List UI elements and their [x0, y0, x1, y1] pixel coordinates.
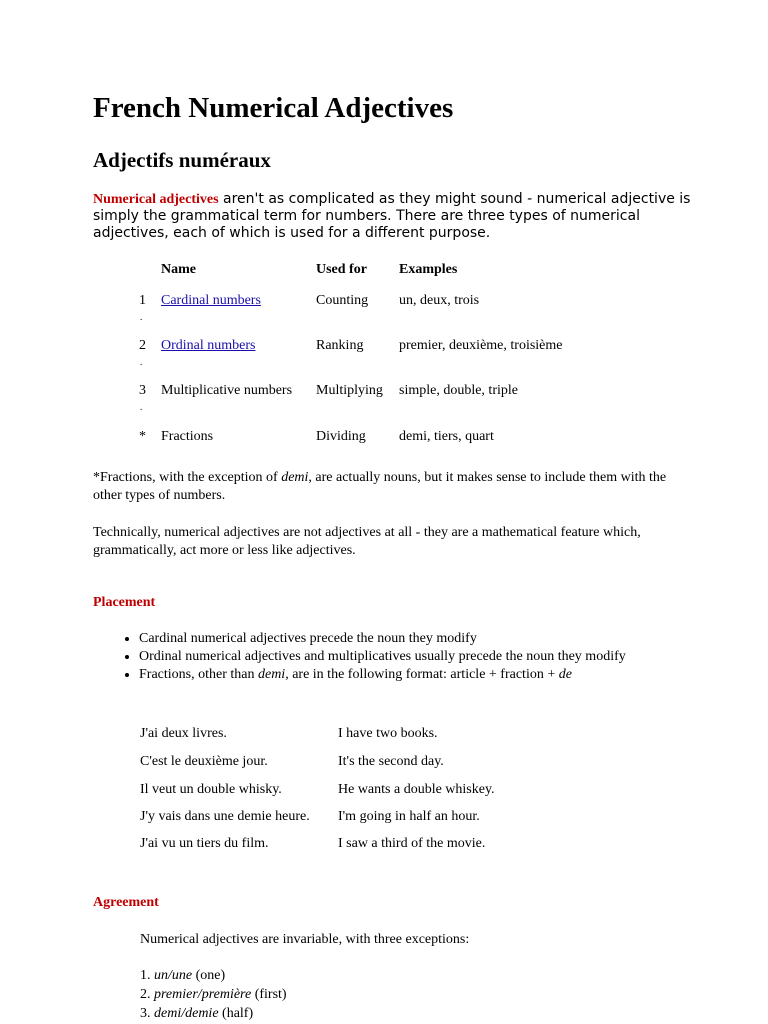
- header-examples: Examples: [399, 262, 458, 277]
- english-translation: It's the second day.: [338, 754, 444, 769]
- cardinal-numbers-link[interactable]: Cardinal numbers: [161, 293, 261, 308]
- bullet-text-middle: , are in the following format: article + fraction +: [285, 667, 559, 682]
- row-examples: simple, double, triple: [399, 383, 518, 398]
- row-dot: .: [140, 312, 143, 322]
- list-item: [139, 666, 659, 684]
- intro-text: aren't as complicated as they might sound - numerical adjective is simply the grammatical term for numbers. There are three types of numerical adjectives, each of which is used for a different purpose.: [93, 191, 691, 241]
- exceptions-list: [140, 966, 287, 1023]
- english-translation: I have two books.: [338, 726, 438, 741]
- row-number: *: [139, 429, 146, 444]
- agreement-heading: Agreement: [93, 895, 159, 910]
- english-translation: He wants a double whiskey.: [338, 782, 495, 797]
- french-example: J'y vais dans une demie heure.: [140, 809, 310, 824]
- item-gloss: (first): [251, 987, 287, 1002]
- bullet-term-de: de: [558, 667, 572, 682]
- english-translation: I saw a third of the movie.: [338, 836, 486, 851]
- item-gloss: (half): [218, 1006, 254, 1021]
- list-item: • Cardinal numerical adjectives precede the noun they modify: [139, 630, 659, 648]
- fractions-note-text: *Fractions, with the exception of: [93, 470, 282, 485]
- row-used-for: Dividing: [316, 429, 366, 444]
- row-used-for: Multiplying: [316, 383, 383, 398]
- french-example: J'ai deux livres.: [140, 726, 227, 741]
- row-dot: .: [140, 402, 143, 412]
- item-term: demi/demie: [154, 1006, 219, 1021]
- french-example: Il veut un double whisky.: [140, 782, 282, 797]
- ordinal-numbers-link[interactable]: Ordinal numbers: [161, 338, 256, 353]
- technical-note: Technically, numerical adjectives are not adjectives at all - they are a mathematical feature which, grammatically, act more or less like adjectives.: [93, 525, 641, 558]
- row-examples: demi, tiers, quart: [399, 429, 494, 444]
- list-item: • Ordinal numerical adjectives and multiplicatives usually precede the noun they modify: [139, 648, 659, 666]
- item-term: premier/première: [154, 987, 252, 1002]
- row-number: 3: [139, 383, 146, 398]
- french-example: J'ai vu un tiers du film.: [140, 836, 269, 851]
- bullet-term: demi: [257, 667, 286, 682]
- item-number: 2.: [140, 987, 154, 1002]
- item-term: un/une: [154, 968, 193, 983]
- bullet-text: Fractions, other than: [139, 667, 258, 682]
- row-name: Fractions: [161, 429, 214, 444]
- list-item: [140, 1004, 287, 1023]
- list-item: [140, 966, 287, 985]
- row-used-for: Counting: [316, 293, 369, 308]
- page-subtitle: Adjectifs numéraux: [93, 148, 271, 172]
- row-examples: premier, deuxième, troisième: [399, 338, 563, 353]
- row-examples: un, deux, trois: [399, 293, 480, 308]
- header-used-for: Used for: [316, 262, 367, 277]
- intro-paragraph: [93, 191, 693, 242]
- row-number: 2: [139, 338, 146, 353]
- agreement-text: Numerical adjectives are invariable, with three exceptions:: [140, 932, 470, 947]
- header-name: Name: [161, 262, 196, 277]
- row-name: Multiplicative numbers: [161, 383, 293, 398]
- item-gloss: (one): [192, 968, 226, 983]
- fractions-note-term: demi: [281, 470, 309, 485]
- item-number: 3.: [140, 1006, 154, 1021]
- english-translation: I'm going in half an hour.: [338, 809, 480, 824]
- intro-lead-term: Numerical adjectives: [93, 192, 219, 207]
- placement-list: [93, 630, 659, 684]
- french-example: C'est le deuxième jour.: [140, 754, 268, 769]
- row-used-for: Ranking: [316, 338, 364, 353]
- placement-heading: Placement: [93, 595, 156, 610]
- page-title: French Numerical Adjectives: [93, 92, 454, 124]
- list-item: [140, 985, 287, 1004]
- fractions-note-text-end: , are actually nouns, but it makes sense to include them with the other types of numbers.: [93, 470, 667, 503]
- item-number: 1.: [140, 968, 154, 983]
- fractions-note: [93, 469, 693, 505]
- row-dot: .: [140, 357, 143, 367]
- row-number: 1: [139, 293, 146, 308]
